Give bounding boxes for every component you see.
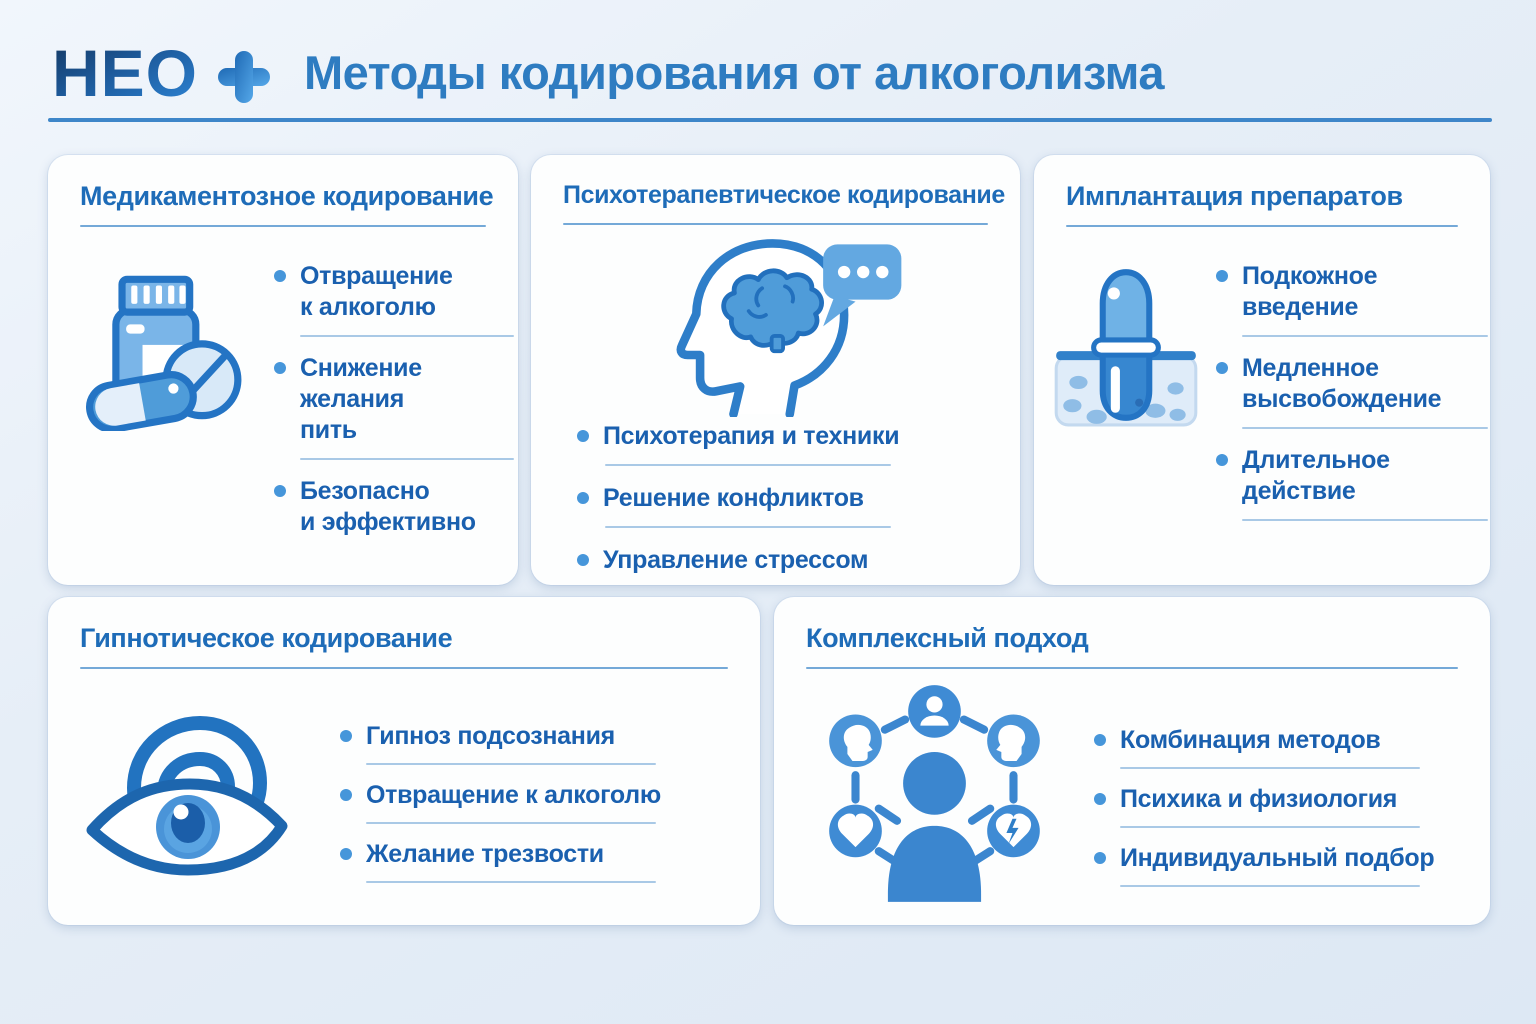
person-silhouette <box>888 752 981 902</box>
list-item: Психотерапия и техники <box>577 421 980 452</box>
list-item: Отвращение к алкоголю <box>274 261 494 323</box>
bullet-dot <box>340 848 352 860</box>
list-item: Медленное высвобождение <box>1216 353 1470 415</box>
bullet-dot <box>1216 454 1228 466</box>
head-brain-speech-icon <box>614 231 914 417</box>
list-item: Безопасно и эффективно <box>274 476 494 538</box>
list-divider <box>1120 885 1420 887</box>
list-divider <box>300 458 514 460</box>
bullet-dot <box>1094 852 1106 864</box>
bullet-dot <box>577 430 589 442</box>
bullet-dot <box>577 492 589 504</box>
bullet-dot <box>340 730 352 742</box>
list-item: Гипноз подсознания <box>340 721 661 752</box>
bullet-dot <box>1216 270 1228 282</box>
list-divider <box>1242 427 1488 429</box>
bullet-dot <box>274 485 286 497</box>
card-hypnosis <box>48 597 760 925</box>
list-item: Индивидуальный подбор <box>1094 843 1434 874</box>
page-title: Методы кодирования от алкоголизма <box>304 45 1164 99</box>
bullet-dot <box>1094 793 1106 805</box>
logo-text: НЕО <box>52 36 199 110</box>
list-divider <box>1120 767 1420 769</box>
list-divider <box>1120 826 1420 828</box>
list-item: Решение конфликтов <box>577 483 980 514</box>
list-divider <box>300 335 514 337</box>
list-item: Длительное действие <box>1216 445 1470 507</box>
card-implantation <box>1034 155 1490 585</box>
implant-capsule-icon <box>1050 259 1202 431</box>
user-avatar-glyph <box>926 696 942 712</box>
logo-plus-icon <box>218 51 270 103</box>
hypnosis-spiral-eye-icon <box>84 699 296 885</box>
list-item: Подкожное введение <box>1216 261 1470 323</box>
list-divider <box>605 464 891 466</box>
list-divider <box>366 881 656 883</box>
bullet-dot <box>577 554 589 566</box>
bullet-list <box>1216 261 1470 537</box>
bullet-dot <box>1094 734 1106 746</box>
header-rule <box>48 118 1492 122</box>
person-network-icon <box>816 677 1054 915</box>
list-divider <box>1242 335 1488 337</box>
bullet-dot <box>340 789 352 801</box>
list-item: Отвращение к алкоголю <box>340 780 661 811</box>
bullet-dot <box>1216 362 1228 374</box>
card-title: Гипнотическое кодирование <box>80 623 453 653</box>
list-item: Снижение желания пить <box>274 353 494 446</box>
card-psychotherapy <box>531 155 1020 585</box>
list-item: Психика и физиология <box>1094 784 1434 815</box>
bullet-list <box>1094 725 1434 902</box>
list-item: Комбинация методов <box>1094 725 1434 756</box>
header <box>52 34 1490 110</box>
list-divider <box>366 763 656 765</box>
list-divider <box>605 526 891 528</box>
list-item: Управление стрессом <box>577 545 980 576</box>
bullet-list <box>577 421 980 576</box>
bullet-dot <box>274 270 286 282</box>
bullet-list <box>340 721 661 898</box>
bullet-dot <box>274 362 286 374</box>
card-title: Комплексный подход <box>806 623 1089 653</box>
card-title: Психотерапевтическое кодирование <box>563 181 1005 209</box>
card-title: Имплантация препаратов <box>1066 181 1403 211</box>
list-item: Желание трезвости <box>340 839 661 870</box>
speech-bubble-icon <box>823 244 901 326</box>
card-medication <box>48 155 518 585</box>
list-divider <box>366 822 656 824</box>
list-divider <box>1242 519 1488 521</box>
card-complex-approach <box>774 597 1490 925</box>
card-title: Медикаментозное кодирование <box>80 181 494 211</box>
pill-bottle-icon <box>64 267 260 431</box>
bullet-list <box>274 261 494 538</box>
neo-plus-logo <box>52 34 270 110</box>
